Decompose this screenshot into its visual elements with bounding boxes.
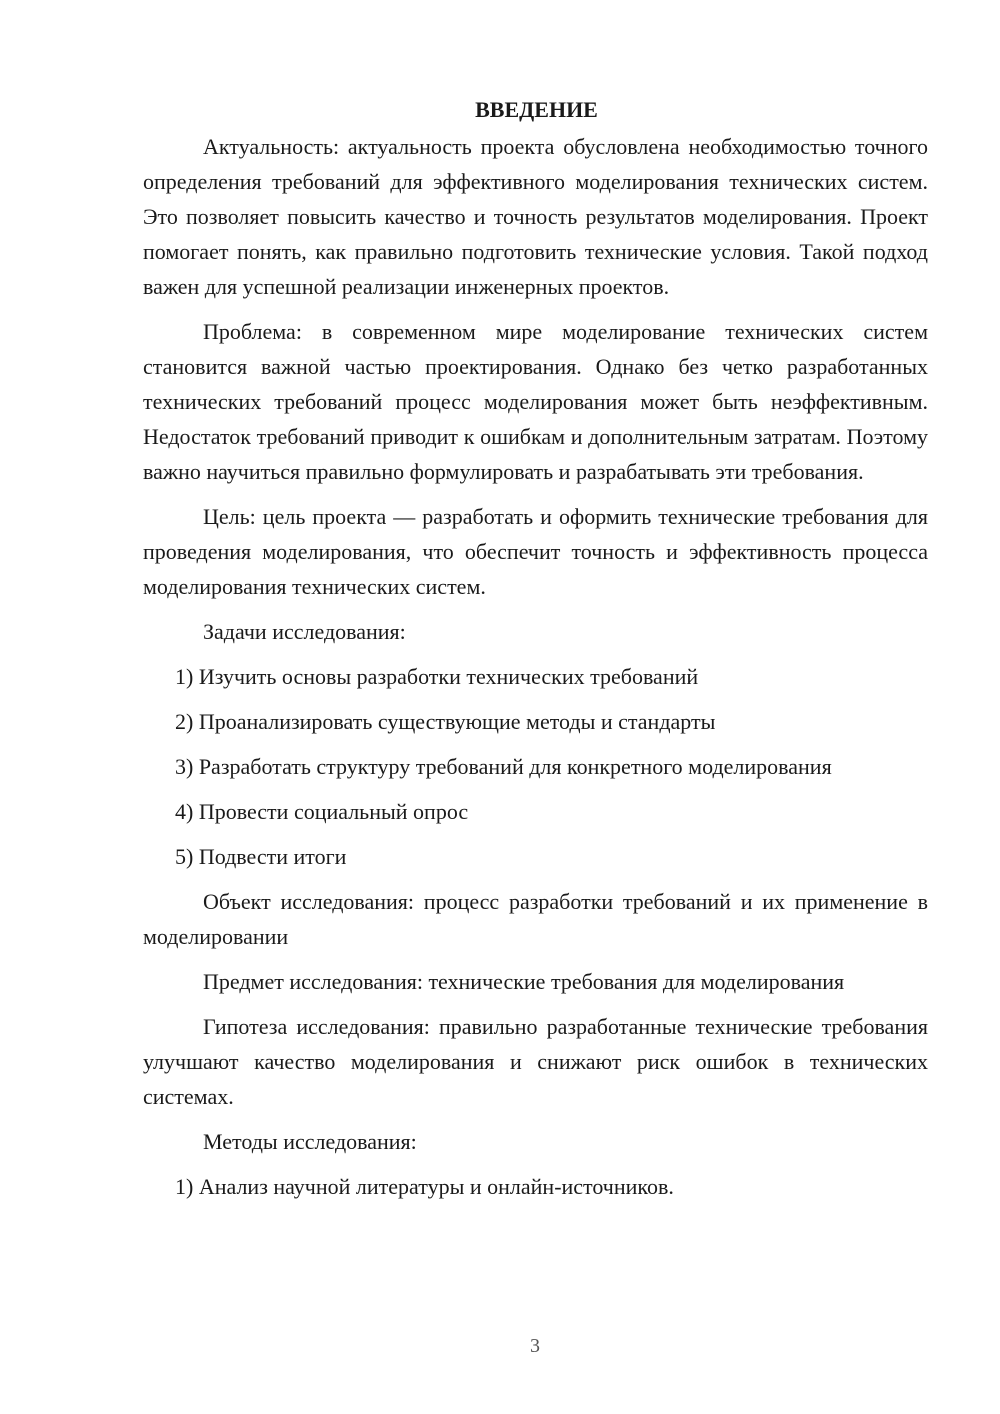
methods-heading: Методы исследования:: [203, 1129, 417, 1154]
paragraph-goal: Цель: цель проекта — разработать и оформить технические требования для проведения моделирования, что обеспечит точность и эффективность процесса моделирования технических систем.: [143, 504, 928, 599]
page-number: 3: [530, 1335, 540, 1357]
paragraph-hypothesis: Гипотеза исследования: правильно разработанные технические требования улучшают качество моделирования и снижают риск ошибок в технических системах.: [143, 1014, 928, 1109]
task-item: 2) Проанализировать существующие методы и стандарты: [175, 709, 716, 734]
page-content: [143, 92, 928, 1214]
page-title: ВВЕДЕНИЕ: [475, 97, 598, 122]
paragraph-relevance: Актуальность: актуальность проекта обусловлена необходимостью точного определения требований для эффективного моделирования технических систем. Это позволяет повысить качество и точность результатов моделирования. Проект помогает понять, как правильно подготовить технические условия. Такой подход важен для успешной реализации инженерных проектов.: [143, 134, 928, 299]
method-item: 1) Анализ научной литературы и онлайн-источников.: [175, 1174, 674, 1199]
paragraph-problem: Проблема: в современном мире моделирование технических систем становится важной частью проектирования. Однако без четко разработанных технических требований процесс моделирования может быть неэффективным. Недостаток требований приводит к ошибкам и дополнительным затратам. Поэтому важно научиться правильно формулировать и разрабатывать эти требования.: [143, 319, 928, 484]
task-item: 5) Подвести итоги: [175, 844, 347, 869]
tasks-heading: Задачи исследования:: [203, 619, 406, 644]
task-item: 1) Изучить основы разработки технических требований: [175, 664, 699, 689]
paragraph-subject: Предмет исследования: технические требования для моделирования: [203, 969, 845, 994]
task-item: 3) Разработать структуру требований для конкретного моделирования: [175, 754, 832, 779]
paragraph-object: Объект исследования: процесс разработки требований и их применение в моделировании: [143, 889, 928, 949]
task-item: 4) Провести социальный опрос: [175, 799, 469, 824]
